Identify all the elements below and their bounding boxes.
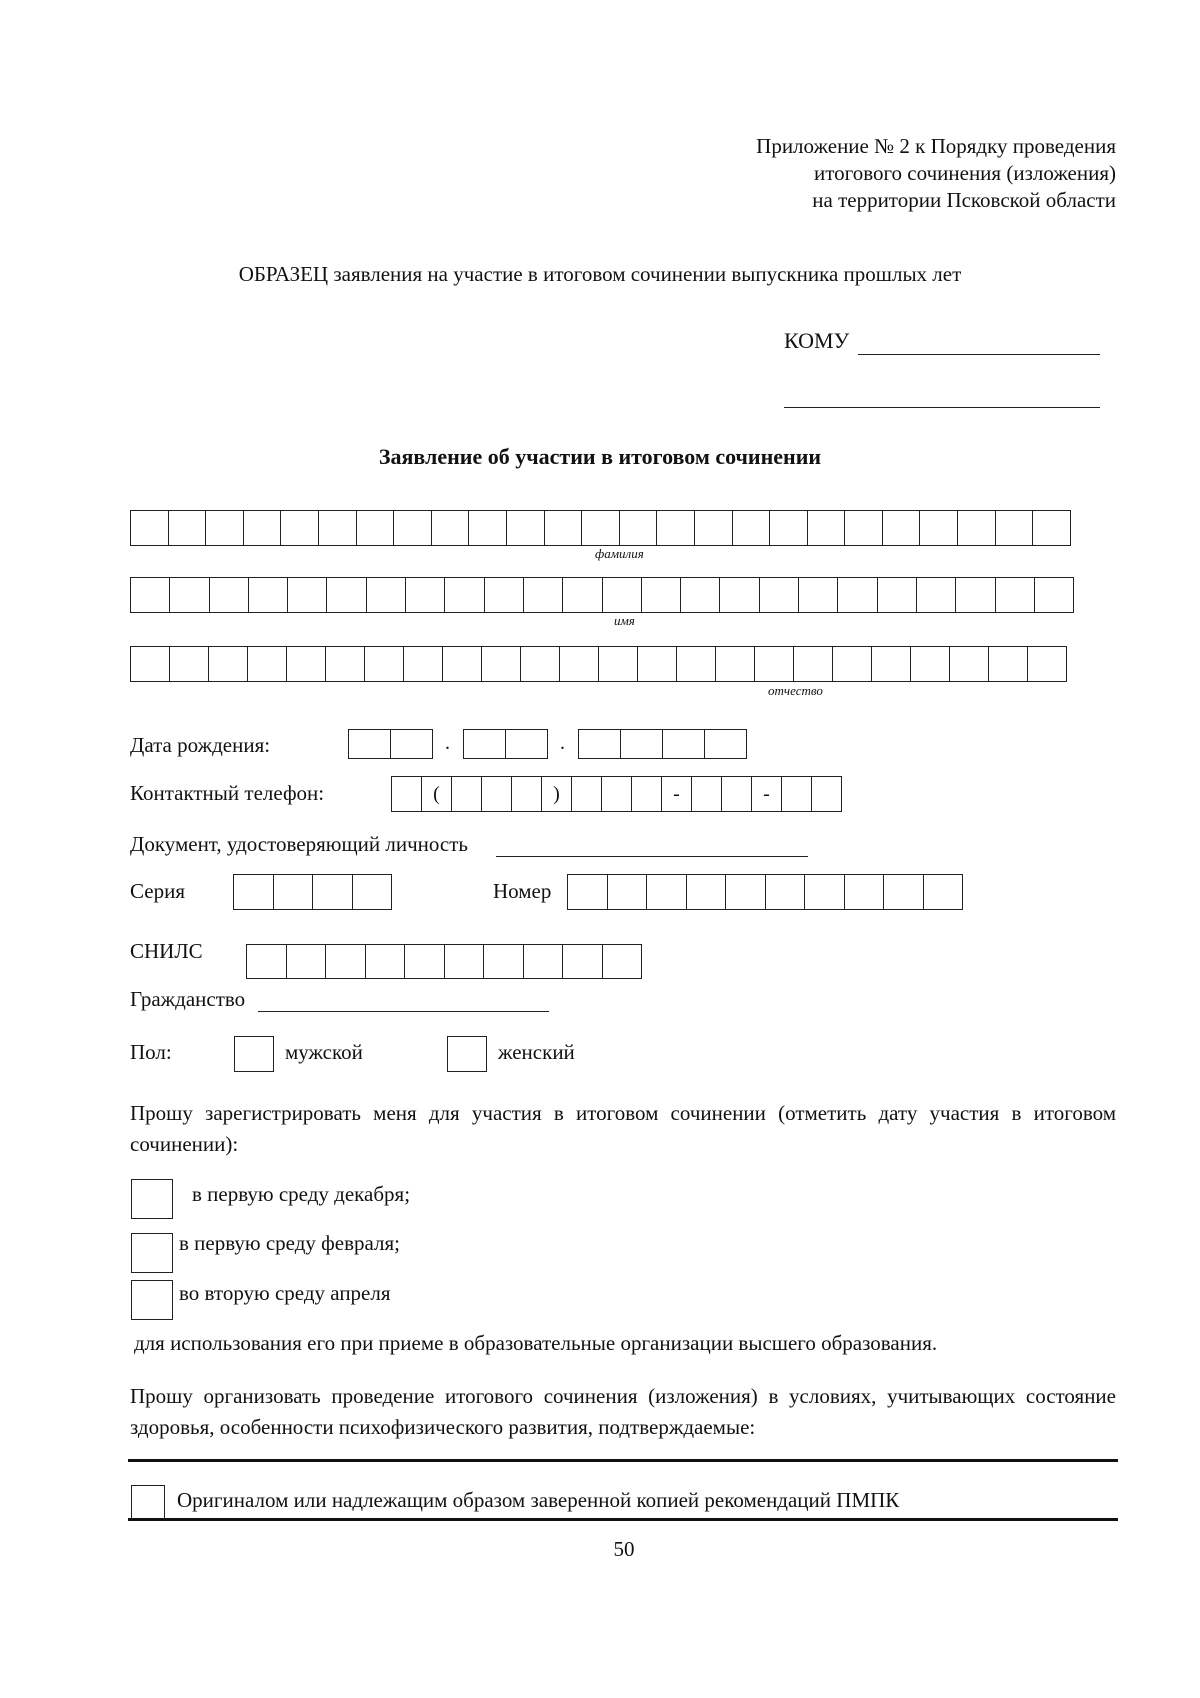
phone-cell[interactable]: [721, 776, 752, 812]
letter-cell[interactable]: [506, 510, 545, 546]
letter-cell[interactable]: [326, 577, 366, 613]
letter-cell[interactable]: [356, 510, 395, 546]
letter-cell[interactable]: [607, 874, 648, 910]
birth-date-boxes[interactable]: [348, 729, 746, 759]
letter-cell[interactable]: [832, 646, 872, 682]
letter-cell[interactable]: [280, 510, 319, 546]
letter-cell[interactable]: [352, 874, 393, 910]
letter-cell[interactable]: [619, 510, 658, 546]
letter-cell[interactable]: [598, 646, 638, 682]
letter-cell[interactable]: [393, 510, 432, 546]
letter-cell[interactable]: [686, 874, 727, 910]
pmpk-checkbox[interactable]: [131, 1485, 165, 1519]
phone-cell[interactable]: [391, 776, 422, 812]
letter-cell[interactable]: [844, 510, 883, 546]
letter-cell[interactable]: [793, 646, 833, 682]
surname-caption: фамилия: [595, 546, 644, 561]
id-document-label: Документ, удостоверяющий личность: [130, 832, 468, 856]
letter-cell[interactable]: [877, 577, 917, 613]
letter-cell[interactable]: [919, 510, 958, 546]
letter-cell[interactable]: [481, 646, 521, 682]
snils-boxes[interactable]: [246, 944, 641, 979]
appendix-line-3: на территории Псковской области: [812, 188, 1116, 212]
letter-cell[interactable]: [882, 510, 921, 546]
letter-cell[interactable]: [312, 874, 353, 910]
letter-cell[interactable]: [286, 646, 326, 682]
gender-label: Пол:: [130, 1040, 172, 1064]
letter-cell[interactable]: [759, 577, 799, 613]
date-december-label: в первую среду декабря;: [192, 1182, 411, 1206]
letter-cell[interactable]: [725, 874, 766, 910]
birth-year-cell[interactable]: [662, 729, 705, 759]
letter-cell[interactable]: [798, 577, 838, 613]
letter-cell[interactable]: [130, 510, 169, 546]
pmpk-option-label: Оригиналом или надлежащим образом заверенной копией рекомендаций ПМПК: [177, 1488, 900, 1512]
letter-cell[interactable]: [765, 874, 806, 910]
letter-cell[interactable]: [732, 510, 771, 546]
gender-female-checkbox[interactable]: [447, 1036, 487, 1072]
snils-label: СНИЛС: [130, 939, 203, 963]
birth-year-cell[interactable]: [578, 729, 621, 759]
to-label: КОМУ: [784, 328, 850, 353]
letter-cell[interactable]: [769, 510, 808, 546]
letter-cell[interactable]: [676, 646, 716, 682]
letter-cell[interactable]: [1032, 510, 1071, 546]
phone-cell[interactable]: [571, 776, 602, 812]
letter-cell[interactable]: [248, 577, 288, 613]
id-document-field[interactable]: [496, 856, 808, 857]
letter-cell[interactable]: [602, 577, 642, 613]
letter-cell[interactable]: [442, 646, 482, 682]
letter-cell[interactable]: [871, 646, 911, 682]
letter-cell[interactable]: [559, 646, 599, 682]
letter-cell[interactable]: [325, 646, 365, 682]
letter-cell[interactable]: [656, 510, 695, 546]
letter-cell[interactable]: [923, 874, 964, 910]
number-boxes[interactable]: [567, 874, 962, 910]
birth-year-cell[interactable]: [620, 729, 663, 759]
phone-cell[interactable]: [481, 776, 512, 812]
phone-dash: -: [751, 776, 782, 812]
birth-date-dot: .: [445, 732, 450, 754]
birth-date-dot: .: [560, 732, 565, 754]
letter-cell[interactable]: [366, 577, 406, 613]
letter-cell[interactable]: [581, 510, 620, 546]
letter-cell[interactable]: [318, 510, 357, 546]
letter-cell[interactable]: [646, 874, 687, 910]
letter-cell[interactable]: [567, 874, 608, 910]
phone-cell[interactable]: [781, 776, 812, 812]
phone-dash: -: [661, 776, 692, 812]
phone-cell[interactable]: [451, 776, 482, 812]
letter-cell[interactable]: [957, 510, 996, 546]
letter-cell[interactable]: [807, 510, 846, 546]
phone-label: Контактный телефон:: [130, 781, 325, 805]
letter-cell[interactable]: [403, 646, 443, 682]
series-boxes[interactable]: [233, 874, 391, 910]
letter-cell[interactable]: [365, 944, 406, 979]
gender-male-label: мужской: [285, 1040, 363, 1064]
letter-cell[interactable]: [233, 874, 274, 910]
sample-title: ОБРАЗЕЦ заявления на участие в итоговом сочинении выпускника прошлых лет: [238, 262, 962, 286]
gender-female-label: женский: [498, 1040, 575, 1064]
surname-boxes[interactable]: [130, 510, 1070, 546]
patronymic-caption: отчество: [768, 683, 823, 698]
letter-cell[interactable]: [754, 646, 794, 682]
birth-month-cell[interactable]: [463, 729, 506, 759]
letter-cell[interactable]: [844, 874, 885, 910]
letter-cell[interactable]: [719, 577, 759, 613]
letter-cell[interactable]: [246, 944, 287, 979]
name-boxes[interactable]: [130, 577, 1073, 613]
number-label: Номер: [493, 879, 552, 903]
date-february-label: в первую среду февраля;: [179, 1231, 400, 1255]
birth-year-cell[interactable]: [704, 729, 747, 759]
letter-cell[interactable]: [483, 944, 524, 979]
letter-cell[interactable]: [694, 510, 733, 546]
date-april-checkbox[interactable]: [131, 1280, 173, 1320]
phone-cell[interactable]: [601, 776, 632, 812]
letter-cell[interactable]: [209, 577, 249, 613]
letter-cell[interactable]: [484, 577, 524, 613]
letter-cell[interactable]: [562, 577, 602, 613]
letter-cell[interactable]: [637, 646, 677, 682]
letter-cell[interactable]: [287, 577, 327, 613]
letter-cell[interactable]: [130, 646, 170, 682]
letter-cell[interactable]: [988, 646, 1028, 682]
citizenship-field[interactable]: [258, 1011, 549, 1012]
to-field-line-2[interactable]: [784, 407, 1100, 408]
phone-open-paren: (: [421, 776, 452, 812]
letter-cell[interactable]: [405, 577, 445, 613]
table-top-rule: [128, 1459, 1118, 1462]
form-title: Заявление об участии в итоговом сочинении: [378, 444, 822, 469]
letter-cell[interactable]: [883, 874, 924, 910]
letter-cell[interactable]: [169, 646, 209, 682]
letter-cell[interactable]: [243, 510, 282, 546]
letter-cell[interactable]: [273, 874, 314, 910]
letter-cell[interactable]: [715, 646, 755, 682]
phone-close-paren: ): [541, 776, 572, 812]
appendix-line-1: Приложение № 2 к Порядку проведения: [756, 134, 1116, 158]
letter-cell[interactable]: [995, 510, 1034, 546]
letter-cell[interactable]: [247, 646, 287, 682]
register-request-text: Прошу зарегистрировать меня для участия в итоговом сочинении (отметить дату участия в итоговом сочинении):: [130, 1101, 1116, 1156]
date-february-checkbox[interactable]: [131, 1233, 173, 1273]
letter-cell[interactable]: [562, 944, 603, 979]
letter-cell[interactable]: [468, 510, 507, 546]
letter-cell[interactable]: [520, 646, 560, 682]
date-april-label: во вторую среду апреля: [179, 1281, 391, 1305]
letter-cell[interactable]: [837, 577, 877, 613]
phone-cell[interactable]: [631, 776, 662, 812]
letter-cell[interactable]: [325, 944, 366, 979]
letter-cell[interactable]: [364, 646, 404, 682]
appendix-line-2: итогового сочинения (изложения): [813, 161, 1116, 185]
letter-cell[interactable]: [910, 646, 950, 682]
conditions-request-text: Прошу организовать проведение итогового сочинения (изложения) в условиях, учитывающих состояние здоровья, особенности психофизического развития, подтверждаемые:: [130, 1384, 1116, 1439]
to-field-line-1[interactable]: [858, 354, 1100, 355]
name-caption: имя: [614, 613, 635, 628]
letter-cell[interactable]: [804, 874, 845, 910]
phone-cell[interactable]: [691, 776, 722, 812]
phone-cell[interactable]: [511, 776, 542, 812]
letter-cell[interactable]: [444, 577, 484, 613]
letter-cell[interactable]: [286, 944, 327, 979]
series-label: Серия: [130, 879, 185, 903]
letter-cell[interactable]: [523, 944, 564, 979]
letter-cell[interactable]: [995, 577, 1035, 613]
letter-cell[interactable]: [130, 577, 170, 613]
birth-day-cell[interactable]: [390, 729, 433, 759]
letter-cell[interactable]: [955, 577, 995, 613]
patronymic-boxes[interactable]: [130, 646, 1066, 682]
birth-month-cell[interactable]: [505, 729, 548, 759]
phone-boxes[interactable]: [391, 776, 841, 812]
birth-day-cell[interactable]: [348, 729, 391, 759]
letter-cell[interactable]: [431, 510, 470, 546]
letter-cell[interactable]: [168, 510, 207, 546]
letter-cell[interactable]: [680, 577, 720, 613]
letter-cell[interactable]: [208, 646, 248, 682]
date-december-checkbox[interactable]: [131, 1179, 173, 1219]
letter-cell[interactable]: [949, 646, 989, 682]
letter-cell[interactable]: [404, 944, 445, 979]
appendix-header: [600, 133, 1116, 214]
letter-cell[interactable]: [916, 577, 956, 613]
letter-cell[interactable]: [1034, 577, 1074, 613]
citizenship-label: Гражданство: [130, 987, 246, 1011]
letter-cell[interactable]: [602, 944, 643, 979]
letter-cell[interactable]: [523, 577, 563, 613]
letter-cell[interactable]: [205, 510, 244, 546]
page-number: 50: [613, 1537, 635, 1561]
table-bottom-rule: [128, 1518, 1118, 1521]
letter-cell[interactable]: [544, 510, 583, 546]
letter-cell[interactable]: [169, 577, 209, 613]
phone-cell[interactable]: [811, 776, 842, 812]
gender-male-checkbox[interactable]: [234, 1036, 274, 1072]
birth-date-label: Дата рождения:: [130, 733, 271, 757]
purpose-text: для использования его при приеме в образовательные организации высшего образования.: [134, 1331, 938, 1355]
letter-cell[interactable]: [1027, 646, 1067, 682]
letter-cell[interactable]: [641, 577, 681, 613]
letter-cell[interactable]: [444, 944, 485, 979]
